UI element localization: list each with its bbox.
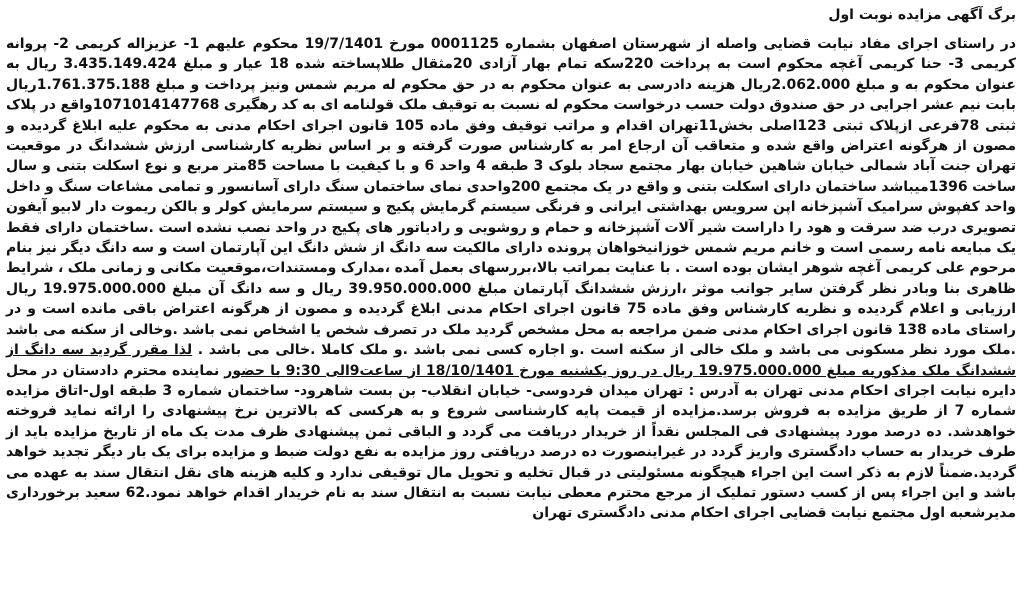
notice-body-closing: نماینده محترم دادستان در محل دایره نیابت اجرای احکام مدنی تهران به آدرس : تهران میدان فردوسی- خیابان انقلاب- بن بست شاهرود- ساختمان شماره 3 طبقه اول-اتاق مزایده شماره 7 از طریق مزایده به فروش برسد.مزایده از قیمت پایه کارشناسی شروع و به هرکسی که بالاترین نرخ پیشنهادی را ارائه نماید فروخته خواهدشد. ده درصد مورد پیشنهادی فی المجلس نقداً از خریدار دریافت می گردد و الباقی ثمن پیشنهادی ظرف مدت یک ماه از تاریخ مزایده باید از طرف خریدار به حساب دادگستری واریز گردد در غیراینصورت ده درصد دریافتی روز مزایده به نفع دولت ضبط و مزایده برای یک بار دیگر تجدید خواهد گردید.ضمناً لازم به ذکر است این اجراء هیچگونه مسئولیتی در قبال تخلیه و تحویل مال توقیفی ندارد و کلیه هزینه های نقل انتقال سند به عهده می باشد و این اجراء پس از کسب دستور تملیک از مرجع محترم معطی نیابت نسبت به انتقال سند به نام خریدار اقدام خواهد نمود.62 سعید برخورداری مدیرشعبه اول مجتمع نیابت قضایی اجرای احکام مدنی دادگستری تهران [6,362,1016,522]
auction-notice [6,4,1016,607]
notice-auction-terms: لذا مقرر گردید سه دانگ از ششدانگ ملک مذکوربه مبلغ 19.975.000.000 ریال در روز یکشنبه مورخ 18/10/1401 از ساعت9الی 9:30 با حضور [6,342,1017,379]
notice-body-main: در راستای اجرای مفاد نیابت قضایی واصله از شهرستان اصفهان بشماره 0001125 مورخ 19/7/1401 محکوم علیهم 1- عزیزاله کریمی 2- پروانه کریمی 3- حنا کریمی آغچه محکوم است به پرداخت 220سکه تمام بهار آزادی 20مثقال طلاپساخته شده 18 عیار و مبلغ 3.435.149.424 ریال به عنوان محکوم به و مبلغ 2.062.000ریال هزینه دادرسی به عنوان محکوم به در حق محکوم له مریم شمس ونیز پرداخت و مبلغ 1.761.375.188ریال بابت نیم عشر اجرایی در حق صندوق دولت حسب درخواست محکوم له نسبت به توقیف ملک قولنامه ای به کد رهگیری 1071014147768واقع در پلاک ثبتی 78فرعی ازپلاک ثبتی 123اصلی بخش11تهران اقدام و مراتب توقیف وفق ماده 105 قانون اجرای احکام مدنی به محکوم علیه ابلاغ گردیده و مصون از هرگونه اعتراض واقع شده و متعاقب آن ارجاع امر به کارشناس صورت گرفته و بر اساس نظریه کارشناسی ارزش ششدانگ در موقعیت تهران جنت آباد شمالی خیابان شاهین خیابان بهار مجتمع سجاد بلوک 3 طبقه 4 واحد 6 و با کیفیت با مساحت 85متر مربع و نوع اسکلت بتنی و سال ساخت 1396میباشد ساختمان دارای اسکلت بتنی و واقع در یک مجتمع 200واحدی نمای ساختمان سنگ دارای آسانسور و تمامی مشاعات سنگ و داخل واحد کفپوش سرامیک آشپزخانه اپن سرویس بهداشتی ایرانی و فرنگی سیستم گرمایش پکیج و سیستم سرمایش کولر و بالکن ریموت دار لابیو آیفون تصویری درب ضد سرقت و هود را داراست شیر آلات آشپزخانه و حمام و روشویی و رادیاتور های پکیج در واحد نصب نشده است .ساختمان دارای فقط یک مبایعه نامه رسمی است و خانم مریم شمس خوزانیخواهان پرونده دارای مالکیت سه دانگ از شش دانگ این آپارتمان است و سه دانگ دیگر نیز بنام مرحوم علی کریمی آغچه شوهر ایشان بوده است . با عنایت بمراتب بالا،بررسهای بعمل آمده ،مدارک ومستندات،موقعیت مکانی و زمانی ملک ، شرایط ظاهری بنا وبادر نظر گرفتن سایر جوانب موثر ،ارزش ششدانگ آپارتمان مبلغ 39.950.000.000 ریال و سه دانگ آن مبلغ 19.975.000.000 ریال ارزیابی و اعلام گردیده و نظریه کارشناس وفق ماده 75 قانون اجرای احکام مدنی ابلاغ گردیده و مصون از هرگونه اعتراض باقی مانده است و در راستای ماده 138 قانون اجرای احکام مدنی ضمن مراجعه به محل مشخص گردید ملک در تصرف شخص یا اشخاص نمی باشد .وخالی از سکنه می باشد .ملک مورد نظر مسکونی می باشد و ملک خالی از سکنه است .و اجاره کسی نمی باشد .و ملک کاملا .خالی می باشد . [6,36,1017,359]
notice-body [6,34,1016,524]
notice-title: برگ آگهی مزایده نوبت اول [828,7,1016,23]
